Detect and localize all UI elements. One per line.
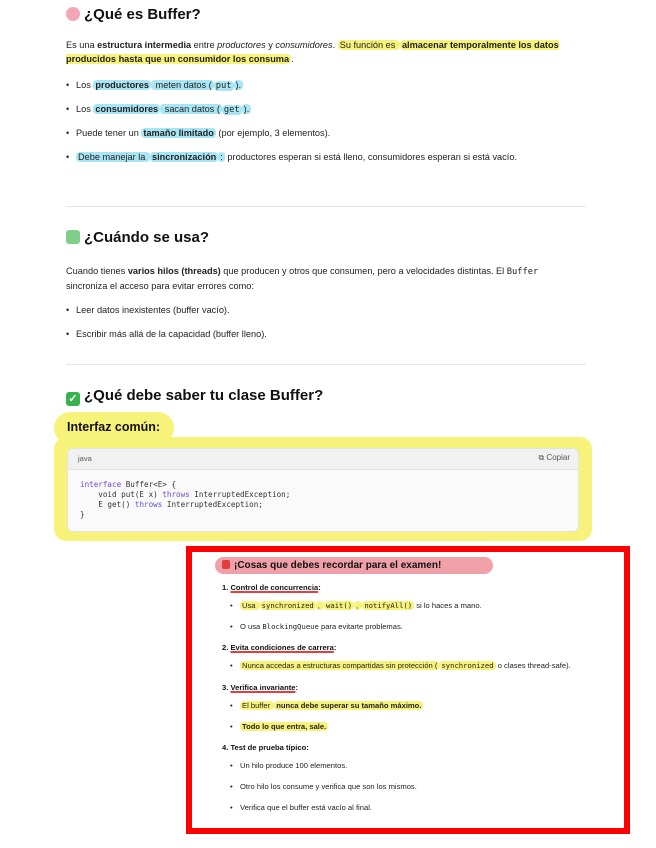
exam-item-number: 1.	[222, 583, 231, 592]
text-run: que producen y otros que consumen, pero a velocidades distintas. El	[220, 266, 507, 276]
text-run: Puede tener un	[76, 128, 142, 138]
code-language: java	[78, 454, 92, 463]
text-run: BlockingQueue	[262, 622, 319, 631]
list-item: • Debe manejar la sincronización : productores esperan si está lleno, consumidores esperan si está vacío.	[66, 152, 517, 162]
text-run: ).	[235, 80, 242, 90]
text-run: sincronización	[151, 152, 217, 162]
puzzle-icon	[66, 230, 80, 244]
exam-title: ¡Cosas que debes recordar para el examen!	[222, 560, 441, 571]
text-run: ,	[317, 601, 323, 610]
text-run: Usa	[242, 601, 258, 610]
text-run: get	[223, 105, 240, 115]
code-keyword: interface	[80, 480, 122, 489]
brain-icon	[66, 7, 80, 21]
section-title: ¿Qué es Buffer?	[66, 6, 596, 23]
text-run: Los	[76, 80, 94, 90]
section2-intro	[66, 264, 566, 293]
section1-intro	[66, 38, 566, 66]
code-line	[80, 490, 578, 500]
text-run: para evitarte problemas.	[318, 622, 403, 631]
text-run: synchronized	[261, 601, 314, 610]
list-item: • Verifica que el buffer está vacío al final.	[230, 803, 372, 812]
section-what-is-buffer	[66, 6, 596, 23]
text-run: productores	[217, 40, 266, 50]
text-run: Debe manejar la	[78, 152, 148, 162]
text-run: y	[265, 40, 276, 50]
text-run: meten datos (	[152, 80, 212, 90]
divider	[66, 206, 586, 207]
code-text: InterruptedException;	[162, 500, 263, 509]
section-when-used	[66, 229, 596, 246]
text-run: ,	[356, 601, 361, 610]
text-run: put	[215, 81, 232, 91]
list-item: • Un hilo produce 100 elementos.	[230, 761, 348, 770]
exam-item-heading: 1. Control de concurrencia:	[222, 583, 321, 592]
text-run: Escribir más allá de la capacidad (buffer lleno).	[76, 329, 267, 339]
section-title: ¿Cuándo se usa?	[66, 229, 596, 246]
code-text: void put(E x)	[80, 490, 163, 499]
code-block	[67, 448, 579, 532]
list-item: • O usa BlockingQueue para evitarte problemas.	[230, 622, 403, 631]
text-run: Verifica que el buffer está vacío al final.	[240, 803, 372, 812]
exam-item-heading: 3. Verifica invariante:	[222, 683, 298, 692]
code-header	[68, 449, 578, 470]
exam-item-heading: 2. Evita condiciones de carrera:	[222, 643, 337, 652]
check-icon: ✓	[66, 392, 80, 406]
text-run: tamaño limitado	[143, 128, 214, 138]
text-run: Otro hilo los consume y verifica que son los mismos.	[240, 782, 417, 791]
list-item: • Los productores meten datos ( put ).	[66, 80, 242, 91]
exam-item-title: Control de concurrencia	[230, 583, 319, 592]
text-run: almacenar temporalmente los datos producidos hasta que un consumidor los consuma	[66, 40, 559, 64]
text-run: o clases thread-safe).	[495, 661, 571, 670]
text-run: ).	[243, 104, 250, 114]
list-item: • Los consumidores sacan datos ( get ).	[66, 104, 250, 115]
pin-icon	[222, 560, 230, 569]
text-run: si lo haces a mano.	[414, 601, 482, 610]
code-text: E get()	[80, 500, 135, 509]
text-run: sacan datos (	[162, 104, 220, 114]
text-run: (por ejemplo, 3 elementos).	[215, 128, 331, 138]
list-item: • Puede tener un tamaño limitado (por ejemplo, 3 elementos).	[66, 128, 331, 138]
subtitle-interface: Interfaz común:	[67, 420, 161, 434]
exam-item-number: 2.	[222, 643, 231, 652]
text-run: consumidores	[275, 40, 333, 50]
list-item: • Usa synchronized , wait() , notifyAll() si lo haces a mano.	[230, 601, 482, 610]
exam-item-title: Verifica invariante	[230, 683, 296, 692]
exam-item-heading: 4. Test de prueba típico:	[222, 743, 309, 752]
list-item: • Otro hilo los consume y verifica que son los mismos.	[230, 782, 417, 791]
section-title: ✓ ¿Qué debe saber tu clase Buffer?	[66, 387, 596, 406]
text-run: O usa	[240, 622, 263, 631]
code-line	[80, 510, 578, 520]
text-run: Leer datos inexistentes (buffer vacío).	[76, 305, 230, 315]
text-run: productores	[95, 80, 149, 90]
section-buffer-class	[66, 387, 596, 406]
code-line	[80, 500, 578, 510]
text-run: .	[291, 54, 294, 64]
text-run: Un hilo produce 100 elementos.	[240, 761, 348, 770]
list-item: • Todo lo que entra, sale.	[230, 722, 327, 731]
text-run: .	[332, 40, 338, 50]
section2-bullets	[66, 304, 586, 341]
list-item: • Escribir más allá de la capacidad (buffer lleno).	[66, 329, 267, 339]
code-text: }	[80, 510, 85, 519]
list-item: • Leer datos inexistentes (buffer vacío).	[66, 305, 230, 315]
exam-item-number: 4.	[222, 743, 231, 752]
exam-item-title: Test de prueba típico	[230, 743, 307, 752]
exam-list	[222, 582, 622, 823]
copy-button[interactable]: ⧉ Copiar	[538, 453, 570, 462]
text-run: Es una	[66, 40, 98, 50]
text-run: wait()	[326, 601, 353, 610]
code-text: InterruptedException;	[189, 490, 291, 499]
text-run: varios hilos (threads)	[127, 266, 221, 276]
code-content	[68, 470, 578, 520]
text-run: estructura intermedia	[97, 40, 192, 50]
code-keyword: throws	[162, 490, 190, 499]
section1-bullets	[66, 79, 586, 164]
code-keyword: throws	[134, 500, 163, 509]
divider	[66, 364, 586, 365]
list-item: • Nunca accedas a estructuras compartidas sin protección ( synchronized o clases thread-safe).	[230, 661, 571, 670]
text-run: El buffer	[242, 701, 273, 710]
text-run: productores esperan si está lleno, consumidores esperan si está vacío.	[224, 152, 517, 162]
text-run: entre	[191, 40, 218, 50]
exam-item-title: Evita condiciones de carrera	[230, 643, 334, 652]
text-run: Su función es	[339, 40, 398, 50]
text-run: :	[220, 152, 223, 162]
text-run: Nunca accedas a estructuras compartidas sin protección (	[242, 661, 438, 670]
exam-item-number: 3.	[222, 683, 231, 692]
text-run: Los	[76, 104, 94, 114]
text-run: Buffer	[506, 267, 539, 277]
code-line	[80, 480, 578, 490]
text-run: notifyAll()	[364, 601, 413, 610]
text-run: nunca debe superar su tamaño máximo.	[276, 701, 422, 710]
text-run: consumidores	[95, 104, 159, 114]
list-item: • El buffer nunca debe superar su tamaño máximo.	[230, 701, 422, 710]
text-run: Cuando tienes	[66, 266, 128, 276]
code-text: Buffer<E> {	[121, 480, 177, 489]
text-run: sincroniza el acceso para evitar errores como:	[66, 281, 254, 291]
text-run: Todo lo que entra, sale.	[242, 722, 327, 731]
text-run: synchronized	[441, 661, 494, 670]
copy-icon: ⧉	[538, 453, 545, 462]
